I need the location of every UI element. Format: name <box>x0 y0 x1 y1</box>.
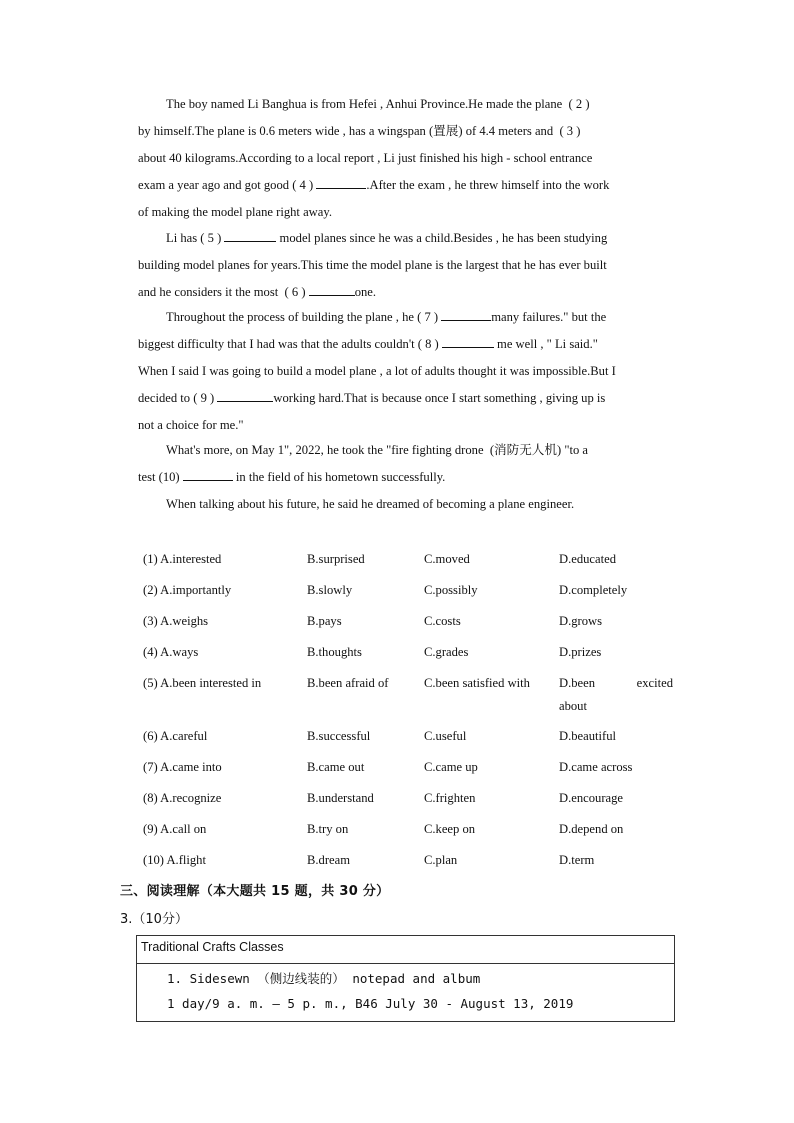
option-row-1 <box>138 548 678 572</box>
option-c[interactable]: C.keep on <box>424 822 476 836</box>
question-number: 3.（10分） <box>120 912 188 927</box>
answer-blank-9[interactable] <box>217 388 273 402</box>
answer-blank-10[interactable] <box>183 467 233 481</box>
crafts-table <box>136 935 675 1022</box>
option-row-9 <box>138 818 678 842</box>
option-c[interactable]: C.grades <box>424 645 469 659</box>
option-b[interactable]: B.been afraid of <box>307 676 389 690</box>
answer-blank-8[interactable] <box>442 334 494 348</box>
table-row: 1. Sidesewn （侧边线装的） notepad and album <box>167 971 481 986</box>
option-a[interactable]: A.interested <box>160 552 222 566</box>
option-a[interactable]: A.ways <box>160 645 199 659</box>
option-a[interactable]: A.careful <box>160 729 208 743</box>
option-b[interactable]: B.surprised <box>307 552 365 566</box>
option-b[interactable]: B.successful <box>307 729 371 743</box>
option-row-2 <box>138 579 678 603</box>
option-d[interactable]: D.depend on <box>559 822 624 836</box>
option-c[interactable]: C.came up <box>424 760 478 774</box>
option-number: (10) <box>143 853 164 867</box>
option-c[interactable]: C.possibly <box>424 583 478 597</box>
passage-paragraph-5: When talking about his future, he said he dreamed of becoming a plane engineer. <box>166 497 575 511</box>
option-b[interactable]: B.understand <box>307 791 374 805</box>
option-b[interactable]: B.slowly <box>307 583 353 597</box>
option-c[interactable]: C.useful <box>424 729 467 743</box>
option-number: (1) <box>143 552 158 566</box>
option-number: (3) <box>143 614 158 628</box>
option-a[interactable]: A.recognize <box>160 791 222 805</box>
option-row-8 <box>138 787 678 811</box>
option-a[interactable]: A.importantly <box>160 583 232 597</box>
passage-paragraph-3: Throughout the process of building the plane , he ( 7 ) many failures." but the biggest difficulty that I had was that the adults couldn't ( 8 ) me well , " Li said." When I said I was going to build a model plane , a lot of adults thought it was impossible.But I decided to ( 9 ) working hard.That is because once I start something , giving up is not a choice for me." <box>138 304 674 439</box>
answer-blank-7[interactable] <box>441 307 491 321</box>
option-d[interactable]: D.encourage <box>559 791 623 805</box>
option-number: (8) <box>143 791 158 805</box>
option-row-3 <box>138 610 678 634</box>
option-d[interactable]: D.grows <box>559 614 603 628</box>
option-d[interactable]: D.prizes <box>559 645 602 659</box>
option-a[interactable]: A.flight <box>166 853 206 867</box>
passage-paragraph-4: What's more, on May 1", 2022, he took the "fire fighting drone (消防无人机) "to a test (10) in the field of his hometown successfully. <box>138 443 589 484</box>
option-b[interactable]: B.pays <box>307 614 342 628</box>
option-c[interactable]: C.frighten <box>424 791 476 805</box>
option-b[interactable]: B.dream <box>307 853 351 867</box>
option-d[interactable]: D.came across <box>559 760 633 774</box>
option-row-6 <box>138 725 678 749</box>
option-number: (9) <box>143 822 158 836</box>
passage-paragraph-1: The boy named Li Banghua is from Hefei , Anhui Province.He made the plane ( 2 ) by himself.The plane is 0.6 meters wide , has a wingspan (置展) of 4.4 meters and ( 3 ) about 40 kilograms.According to a local report , Li just finished his high - school entrance exam a year ago and got good ( 4 ) .After the exam , he threw himself into the work of making the model plane right away. <box>138 97 610 219</box>
option-number: (2) <box>143 583 158 597</box>
option-number: (5) <box>143 676 158 690</box>
option-row-10 <box>138 849 678 873</box>
table-row: 1 day/9 a. m. – 5 p. m., B46 July 30 - August 13, 2019 <box>167 996 574 1011</box>
option-row-4 <box>138 641 678 665</box>
option-a[interactable]: A.call on <box>160 822 207 836</box>
option-c[interactable]: C.plan <box>424 853 458 867</box>
option-b[interactable]: B.try on <box>307 822 349 836</box>
option-b[interactable]: B.thoughts <box>307 645 362 659</box>
table-header: Traditional Crafts Classes <box>137 936 674 964</box>
option-b[interactable]: B.came out <box>307 760 365 774</box>
option-c[interactable]: C.costs <box>424 614 461 628</box>
option-d[interactable]: D.term <box>559 853 595 867</box>
answer-blank-6[interactable] <box>309 282 355 296</box>
option-d[interactable]: D.completely <box>559 583 628 597</box>
answer-blank-4[interactable] <box>316 175 366 189</box>
option-c[interactable]: C.been satisfied with <box>424 676 530 690</box>
option-number: (4) <box>143 645 158 659</box>
option-c[interactable]: C.moved <box>424 552 470 566</box>
passage-paragraph-2: Li has ( 5 ) model planes since he was a child.Besides , he has been studying building model planes for years.This time the model plane is the largest that he has ever built and he considers it the most ( 6 ) one. <box>138 225 674 306</box>
answer-blank-5[interactable] <box>224 228 276 242</box>
option-a[interactable]: A.been interested in <box>160 676 262 690</box>
option-row-5 <box>138 672 678 720</box>
option-number: (6) <box>143 729 158 743</box>
option-row-7 <box>138 756 678 780</box>
option-a[interactable]: A.came into <box>160 760 222 774</box>
option-d[interactable]: D.educated <box>559 552 616 566</box>
option-a[interactable]: A.weighs <box>160 614 209 628</box>
option-d[interactable]: D.beautiful <box>559 729 617 743</box>
section-heading: 三、阅读理解（本大题共 15 题，共 30 分） <box>120 884 390 899</box>
option-number: (7) <box>143 760 158 774</box>
option-d[interactable]: D.been excited about <box>559 676 673 713</box>
